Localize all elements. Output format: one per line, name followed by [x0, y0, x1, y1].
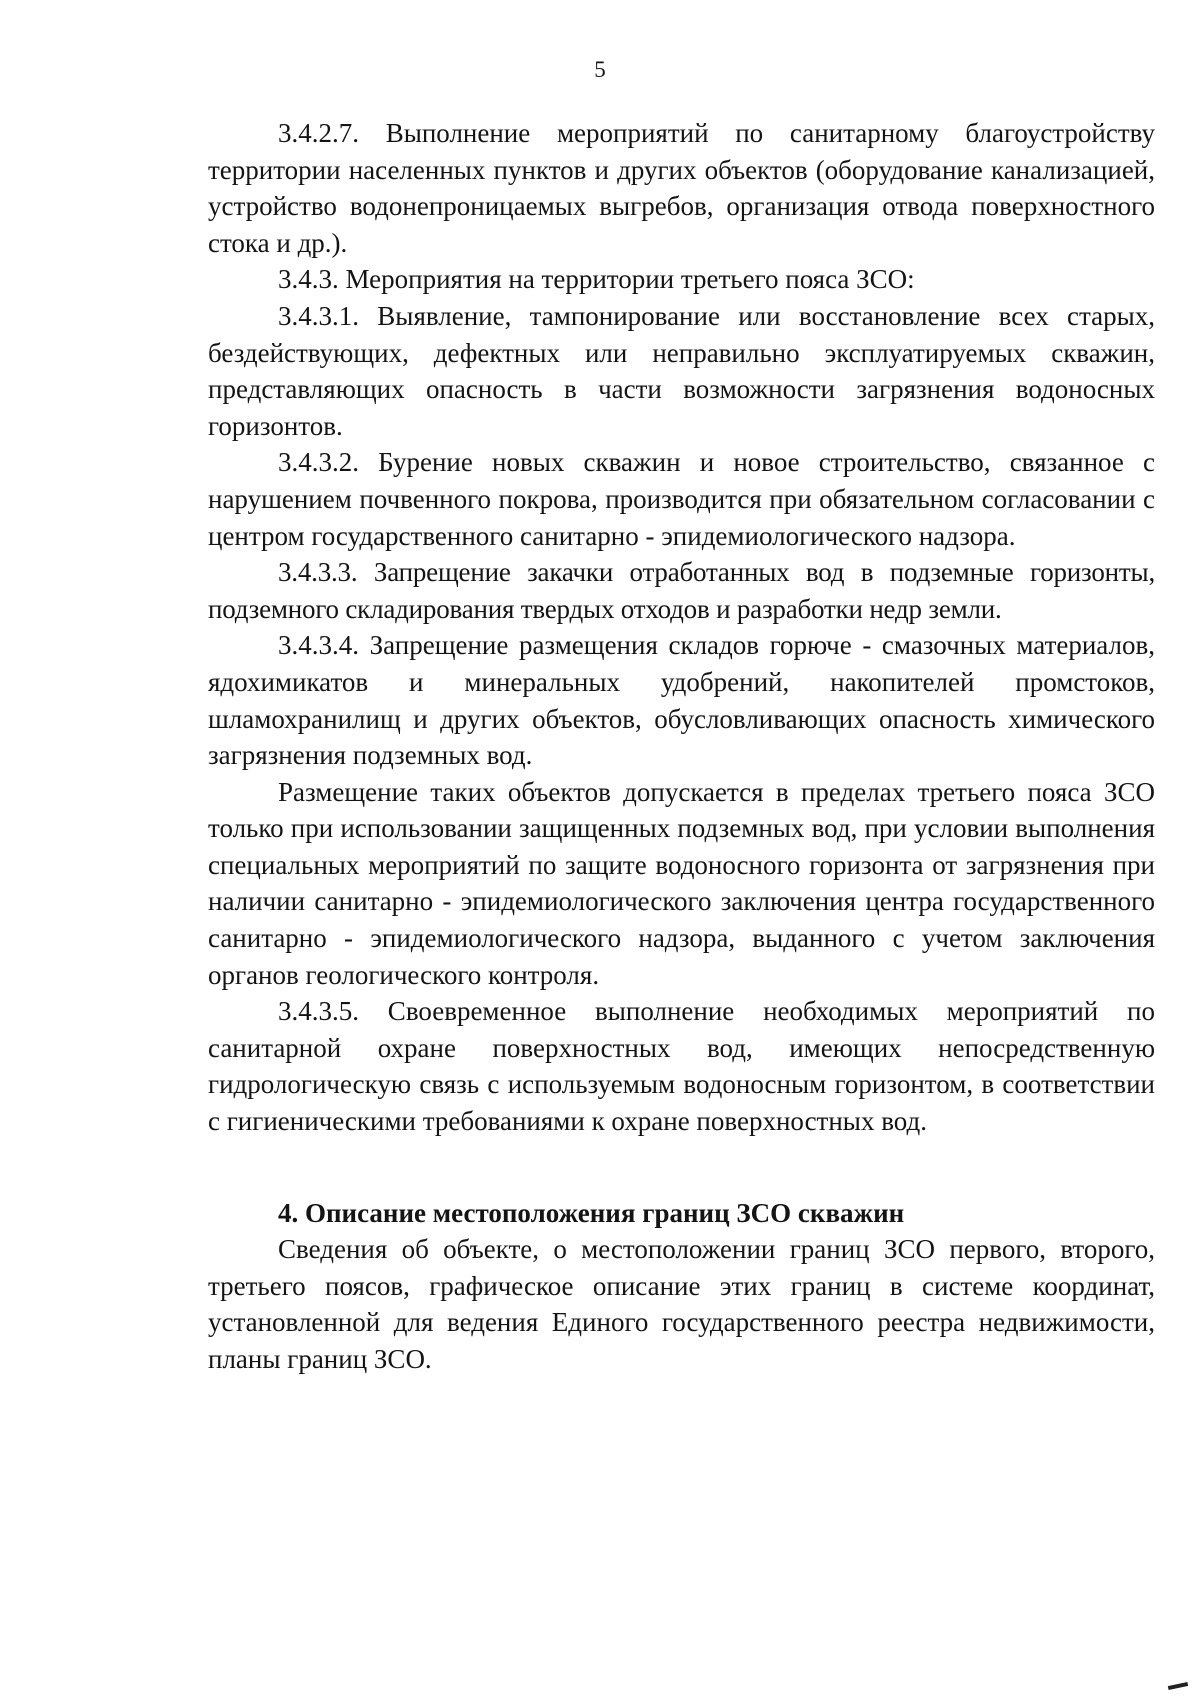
paragraph-3-4-3-1: 3.4.3.1. Выявление, тампонирование или восстановление всех старых, бездействующих, дефектных или неправильно эксплуатируемых скважин, представляющих опасность в части возможности загрязнения водоносных горизонтов. [208, 300, 1155, 441]
paragraph-3-4-3-4: 3.4.3.4. Запрещение размещения складов горюче - смазочных материалов, ядохимикатов и минеральных удобрений, накопителей промстоков, шламохранилищ и других объектов, обусловливающих опасность химического загрязнения подземных вод. [208, 630, 1155, 771]
document-body [208, 115, 1155, 1378]
section-4-paragraph: Сведения об объекте, о местоположении границ ЗСО первого, второго, третьего поясов, графическое описание этих границ в системе координат, установленной для ведения Единого государственного реестра недвижимости, планы границ ЗСО. [208, 1234, 1155, 1374]
scan-corner-mark [1168, 1682, 1188, 1690]
paragraph-3-4-3-5: 3.4.3.5. Своевременное выполнение необходимых мероприятий по санитарной охране поверхностных вод, имеющих непосредственную гидрологическую связь с используемым водоносным горизонтом, в соответствии с гигиеническими требованиями к охране поверхностных вод. [208, 996, 1155, 1137]
page-number: 5 [594, 57, 606, 82]
paragraph-3-4-3-2: 3.4.3.2. Бурение новых скважин и новое строительство, связанное с нарушением почвенного покрова, производится при обязательном согласовании с центром государственного санитарно - эпидемиологического надзора. [208, 447, 1155, 551]
paragraph-3-4-3-3: 3.4.3.3. Запрещение закачки отработанных вод в подземные горизонты, подземного складирования твердых отходов и разработки недр земли. [208, 557, 1155, 624]
paragraph-placement-conditions: Размещение таких объектов допускается в пределах третьего пояса ЗСО только при использовании защищенных подземных вод, при условии выполнения специальных мероприятий по защите водоносного горизонта от загрязнения при наличии санитарно - эпидемиологического заключения центра государственного санитарно - эпидемиологического надзора, выданного с учетом заключения органов геологического контроля. [208, 776, 1155, 990]
section-4-heading: 4. Описание местоположения границ ЗСО скважин [278, 1197, 905, 1228]
paragraph-3-4-3: 3.4.3. Мероприятия на территории третьего пояса ЗСО: [278, 264, 915, 295]
paragraph-3-4-2-7: 3.4.2.7. Выполнение мероприятий по санитарному благоустройству территории населенных пунктов и других объектов (оборудование канализацией, устройство водонепроницаемых выгребов, организация отвода поверхностного стока и др.). [208, 118, 1155, 258]
